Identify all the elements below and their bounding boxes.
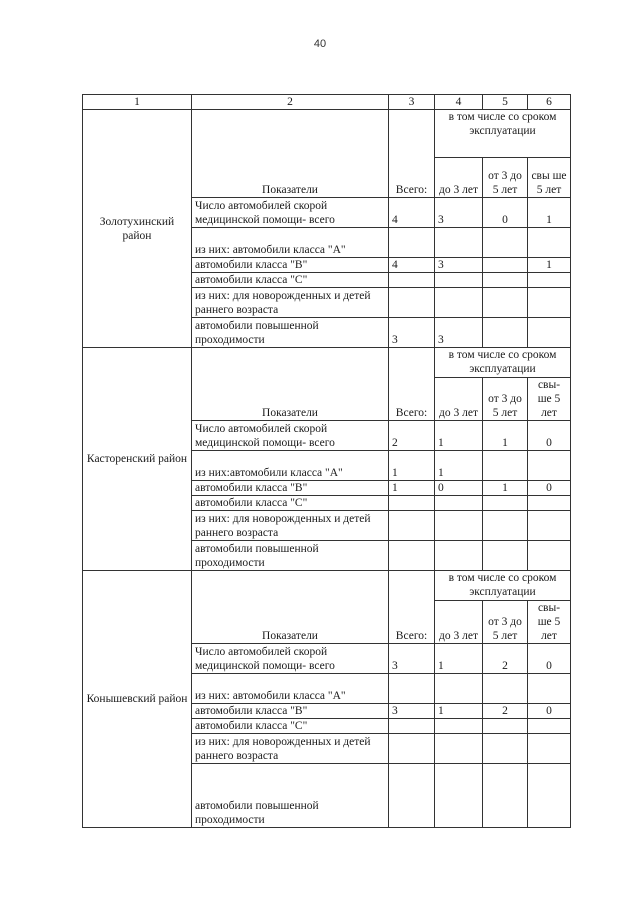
value-3-to-5-years: [483, 764, 528, 828]
value-over-5-years: [528, 719, 571, 734]
value-3-to-5-years: [483, 451, 528, 481]
district-name: Касторенский район: [83, 348, 192, 571]
value-3-to-5-years: 2: [483, 704, 528, 719]
value-3-to-5-years: [483, 719, 528, 734]
row-label: автомобили класса "С": [192, 719, 389, 734]
district-header-row: [83, 348, 571, 378]
indicators-header: Показатели: [192, 571, 389, 644]
value-over-5-years: 1: [528, 198, 571, 228]
column-number: 6: [528, 95, 571, 110]
row-label: Число автомобилей скорой медицинской помощи- всего: [192, 198, 389, 228]
service-life-group-header: в том числе со сроком эксплуатации: [435, 348, 571, 378]
total-value: [389, 674, 435, 704]
indicators-header: Показатели: [192, 110, 389, 198]
value-up-to-3-years: [435, 764, 483, 828]
total-value: 4: [389, 198, 435, 228]
row-label: из них:автомобили класса "А": [192, 451, 389, 481]
row-label: из них: для новорожденных и детей раннего возраста: [192, 288, 389, 318]
column-number: 5: [483, 95, 528, 110]
value-up-to-3-years: [435, 288, 483, 318]
value-over-5-years: [528, 273, 571, 288]
value-3-to-5-years: [483, 541, 528, 571]
column-number: 2: [192, 95, 389, 110]
row-label: из них: для новорожденных и детей раннего возраста: [192, 511, 389, 541]
row-label: автомобили класса "В": [192, 704, 389, 719]
value-up-to-3-years: [435, 511, 483, 541]
row-label: автомобили класса "В": [192, 481, 389, 496]
total-value: 3: [389, 704, 435, 719]
total-value: 2: [389, 421, 435, 451]
age-column-header: до 3 лет: [435, 378, 483, 421]
column-number: 1: [83, 95, 192, 110]
value-over-5-years: 0: [528, 644, 571, 674]
value-up-to-3-years: [435, 719, 483, 734]
service-life-group-header: в том числе со сроком эксплуатации: [435, 110, 571, 158]
value-over-5-years: [528, 496, 571, 511]
value-3-to-5-years: [483, 318, 528, 348]
total-header: Всего:: [389, 110, 435, 198]
total-value: [389, 511, 435, 541]
column-number: 4: [435, 95, 483, 110]
value-up-to-3-years: [435, 228, 483, 258]
age-column-header: от 3 до 5 лет: [483, 158, 528, 198]
value-3-to-5-years: [483, 273, 528, 288]
value-3-to-5-years: [483, 496, 528, 511]
value-up-to-3-years: 1: [435, 644, 483, 674]
age-column-header: до 3 лет: [435, 158, 483, 198]
indicators-header: Показатели: [192, 348, 389, 421]
total-header: Всего:: [389, 571, 435, 644]
value-over-5-years: [528, 764, 571, 828]
value-over-5-years: [528, 228, 571, 258]
district-header-row: [83, 571, 571, 601]
row-label: автомобили повышенной проходимости: [192, 764, 389, 828]
age-column-header: свы ше 5 лет: [528, 158, 571, 198]
value-over-5-years: [528, 451, 571, 481]
value-3-to-5-years: [483, 228, 528, 258]
value-over-5-years: 0: [528, 704, 571, 719]
total-value: [389, 228, 435, 258]
age-column-header: свы- ше 5 лет: [528, 378, 571, 421]
value-over-5-years: [528, 674, 571, 704]
value-3-to-5-years: [483, 511, 528, 541]
age-column-header: свы- ше 5 лет: [528, 601, 571, 644]
row-label: автомобили класса "С": [192, 496, 389, 511]
value-up-to-3-years: 1: [435, 704, 483, 719]
value-3-to-5-years: 0: [483, 198, 528, 228]
ambulance-fleet-table: [82, 94, 571, 828]
value-3-to-5-years: [483, 288, 528, 318]
value-over-5-years: [528, 288, 571, 318]
row-label: автомобили повышенной проходимости: [192, 541, 389, 571]
total-value: [389, 764, 435, 828]
total-value: 4: [389, 258, 435, 273]
value-3-to-5-years: [483, 734, 528, 764]
total-value: [389, 719, 435, 734]
value-over-5-years: [528, 541, 571, 571]
district-name: Золотухинский район: [83, 110, 192, 348]
page-number: 40: [313, 38, 327, 50]
value-up-to-3-years: 1: [435, 421, 483, 451]
value-up-to-3-years: [435, 273, 483, 288]
value-3-to-5-years: 1: [483, 481, 528, 496]
value-up-to-3-years: [435, 674, 483, 704]
age-column-header: от 3 до 5 лет: [483, 378, 528, 421]
row-label: из них: автомобили класса "А": [192, 674, 389, 704]
total-value: [389, 273, 435, 288]
district-header-row: [83, 110, 571, 158]
total-value: 3: [389, 644, 435, 674]
value-over-5-years: 1: [528, 258, 571, 273]
value-up-to-3-years: [435, 734, 483, 764]
value-3-to-5-years: [483, 674, 528, 704]
total-value: 3: [389, 318, 435, 348]
value-up-to-3-years: 1: [435, 451, 483, 481]
row-label: автомобили класса "В": [192, 258, 389, 273]
value-up-to-3-years: 3: [435, 258, 483, 273]
value-3-to-5-years: [483, 258, 528, 273]
row-label: из них: автомобили класса "А": [192, 228, 389, 258]
row-label: из них: для новорожденных и детей раннего возраста: [192, 734, 389, 764]
value-over-5-years: [528, 511, 571, 541]
row-label: Число автомобилей скорой медицинской помощи- всего: [192, 644, 389, 674]
service-life-group-header: в том числе со сроком эксплуатации: [435, 571, 571, 601]
value-3-to-5-years: 1: [483, 421, 528, 451]
value-up-to-3-years: 3: [435, 318, 483, 348]
total-value: 1: [389, 451, 435, 481]
value-up-to-3-years: 0: [435, 481, 483, 496]
total-value: [389, 541, 435, 571]
row-label: Число автомобилей скорой медицинской помощи- всего: [192, 421, 389, 451]
total-value: [389, 288, 435, 318]
age-column-header: до 3 лет: [435, 601, 483, 644]
value-over-5-years: 0: [528, 481, 571, 496]
column-number-row: [83, 95, 571, 110]
district-name: Конышевский район: [83, 571, 192, 828]
value-over-5-years: 0: [528, 421, 571, 451]
value-over-5-years: [528, 734, 571, 764]
column-number: 3: [389, 95, 435, 110]
row-label: автомобили класса "С": [192, 273, 389, 288]
value-3-to-5-years: 2: [483, 644, 528, 674]
total-value: 1: [389, 481, 435, 496]
value-up-to-3-years: [435, 541, 483, 571]
row-label: автомобили повышенной проходимости: [192, 318, 389, 348]
total-value: [389, 496, 435, 511]
total-header: Всего:: [389, 348, 435, 421]
age-column-header: от 3 до 5 лет: [483, 601, 528, 644]
total-value: [389, 734, 435, 764]
value-up-to-3-years: [435, 496, 483, 511]
value-up-to-3-years: 3: [435, 198, 483, 228]
value-over-5-years: [528, 318, 571, 348]
